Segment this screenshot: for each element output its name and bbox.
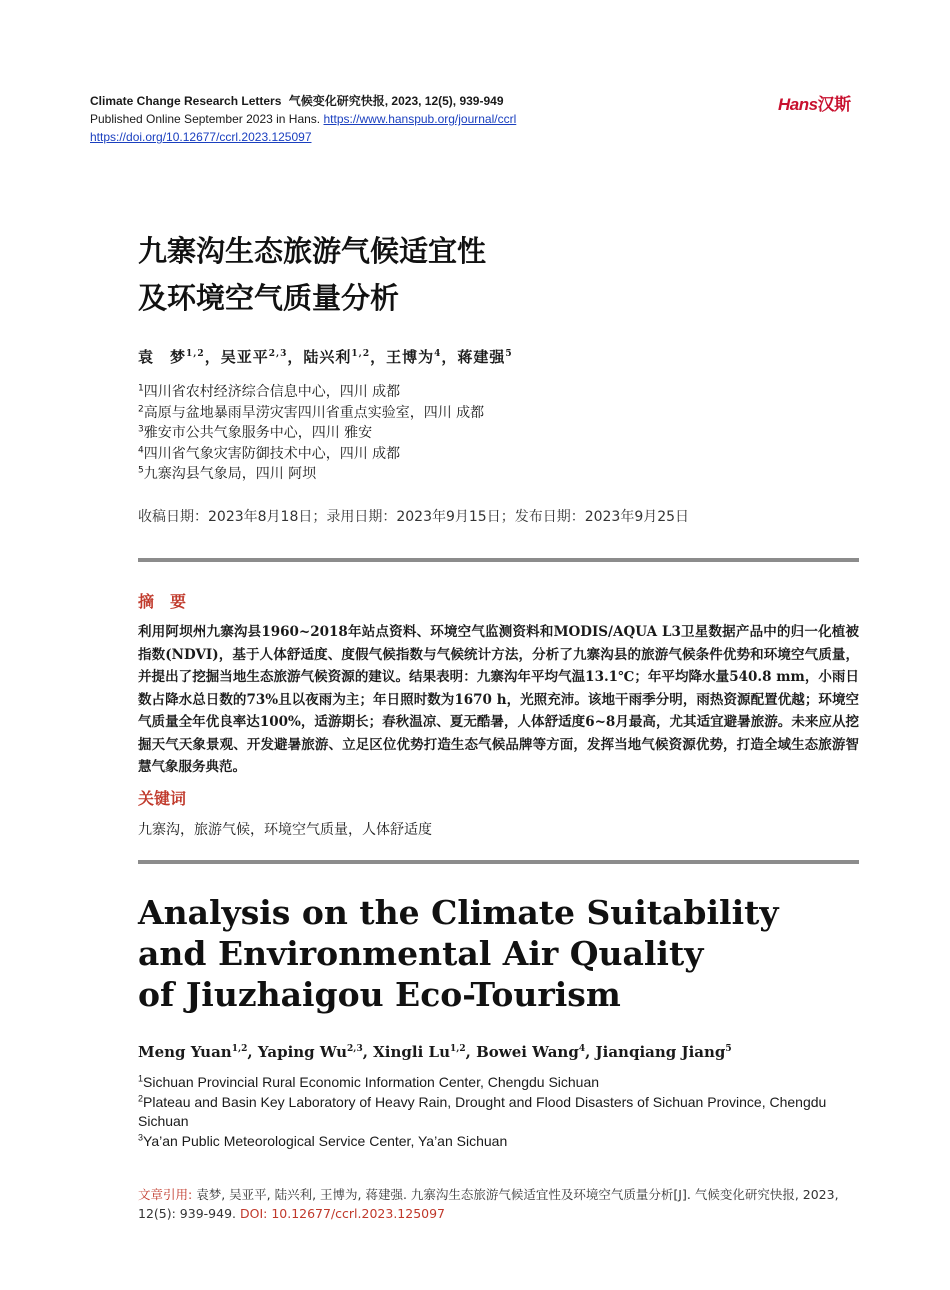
en-author-sep: , (585, 1043, 596, 1061)
journal-name: Climate Change Research Letters (90, 94, 282, 108)
hans-logo (778, 90, 851, 115)
affiliation-item (138, 1073, 859, 1093)
affiliation-item (138, 382, 400, 402)
en-author-sep: , (465, 1043, 477, 1061)
affiliation-item (138, 464, 316, 484)
en-author-sep: , (247, 1043, 258, 1061)
title-en-line3: of Jiuzhaigou Eco-Tourism (138, 975, 621, 1014)
published-line (90, 110, 516, 128)
en-author-sep: , (362, 1043, 374, 1061)
affiliation-item (138, 423, 372, 443)
affiliation-text: Ya’an Public Meteorological Service Center, Ya’an Sichuan (143, 1132, 508, 1149)
journal-line (90, 92, 516, 110)
title-en-line2: and Environmental Air Quality (138, 934, 704, 973)
en-author-name: Bowei Wang (476, 1043, 579, 1061)
affiliation-text: Sichuan Provincial Rural Economic Information Center, Chengdu Sichuan (143, 1074, 600, 1090)
affiliation-text: 九寨沟县气象局，四川 阿坝 (143, 466, 317, 482)
affiliation-num: 4 (138, 444, 144, 455)
en-author-name: Xingli Lu (373, 1043, 450, 1061)
cn-author-name: 王博为 (386, 348, 435, 366)
cn-author-sep: ， (287, 348, 304, 366)
affiliation-num: 2 (138, 1092, 144, 1103)
authors-cn (138, 346, 513, 367)
abstract-text: 利用阿坝州九寨沟县1960~2018年站点资料、环境空气监测资料和MODIS/AQUA L3卫星数据产品中的归一化植被指数(NDVI)，基于人体舒适度、度假气候指数与气候统计方法，分析了九寨沟县的旅游气候条件优势和环境空气质量，并提出了挖掘当地生态旅游气候资源的建议。结果表明：九寨沟年平均气温13.1℃；年平均降水量540.8 mm，小雨日数占降水总日数的73%且以夜雨为主；年日照时数为1670 h，光照充沛。该地干雨季分明，雨热资源配置优越；环境空气质量全年优良率达100%，适游期长；春秋温凉、夏无酷暑，人体舒适度6~8月最高，尤其适宜避暑旅游。未来应从挖掘天气天象景观、开发避暑旅游、立足区位优势打造生态气候品牌等方面，发挥当地气候资源优势，打造全域生态旅游智慧气象服务典范。 (138, 624, 859, 775)
affiliation-num: 3 (138, 1131, 144, 1142)
cn-author-sup: 2,3 (268, 349, 288, 359)
affiliation-num: 5 (138, 465, 144, 476)
en-author-sup: 1,2 (449, 1044, 466, 1054)
affiliation-text: Plateau and Basin Key Laboratory of Heavy Rain, Drought and Flood Disasters of Sichuan Province, Chengdu Sichuan (138, 1093, 827, 1129)
title-cn (138, 228, 486, 322)
affiliation-item (138, 403, 484, 423)
affiliation-num: 1 (138, 383, 144, 394)
en-author-sup: 1,2 (231, 1044, 248, 1054)
citation-doi[interactable]: DOI: 10.12677/ccrl.2023.125097 (239, 1206, 446, 1221)
affiliation-item (138, 1132, 859, 1152)
en-author-sup: 4 (578, 1044, 586, 1054)
published-text: Published Online September 2023 in Hans. (90, 112, 321, 126)
affiliation-item (138, 444, 400, 464)
cn-author-sup: 1,2 (351, 349, 371, 359)
authors-en (138, 1043, 732, 1061)
affiliation-num: 1 (138, 1073, 144, 1084)
affiliation-num: 3 (138, 424, 144, 435)
keywords-text: 九寨沟，旅游气候，环境空气质量，人体舒适度 (138, 822, 432, 838)
affiliation-text: 四川省气象灾害防御技术中心，四川 成都 (143, 445, 401, 462)
logo-latin: Hans (778, 95, 818, 114)
doi-link[interactable]: https://doi.org/10.12677/ccrl.2023.125097 (90, 130, 312, 144)
title-cn-line1: 九寨沟生态旅游气候适宜性 (138, 234, 487, 268)
en-author-name: Yaping Wu (257, 1043, 348, 1061)
cn-author-sup: 4 (434, 349, 442, 359)
cn-author-name: 袁 梦 (138, 348, 187, 366)
en-author-sup: 2,3 (347, 1044, 363, 1054)
affiliation-item (138, 1093, 859, 1132)
cn-author-sep: ， (441, 348, 458, 366)
citation-text: 袁梦, 吴亚平, 陆兴利, 王博为, 蒋建强. 九寨沟生态旅游气候适宜性及环境空气质量分析[J]. 气候变化研究快报, 2023, 12(5): 939-949. (138, 1187, 839, 1221)
affiliation-num: 2 (138, 403, 144, 414)
cn-author-sep: ， (204, 348, 221, 366)
en-author-name: Jianqiang Jiang (595, 1043, 726, 1061)
citation (138, 1185, 859, 1223)
en-author-sup: 5 (725, 1044, 732, 1054)
cn-author-name: 蒋建强 (457, 348, 506, 366)
title-cn-line2: 及环境空气质量分析 (138, 281, 400, 315)
logo-cn: 汉斯 (817, 95, 851, 114)
abstract-heading: 摘 要 (138, 592, 187, 611)
cn-author-sup: 1,2 (186, 349, 205, 359)
divider-top (138, 558, 859, 562)
affiliation-text: 雅安市公共气象服务中心，四川 雅安 (143, 425, 373, 441)
divider-bottom (138, 860, 859, 864)
cn-author-name: 吴亚平 (220, 348, 269, 366)
title-en (138, 892, 779, 1015)
cn-author-sep: ， (370, 348, 387, 366)
title-en-line1: Analysis on the Climate Suitability (138, 893, 779, 932)
keywords-heading: 关键词 (138, 789, 187, 808)
cn-author-name: 陆兴利 (303, 348, 352, 366)
citation-label: 文章引用: (138, 1187, 193, 1202)
en-author-name: Meng Yuan (138, 1043, 232, 1061)
affiliation-text: 高原与盆地暴雨旱涝灾害四川省重点实验室，四川 成都 (143, 404, 485, 421)
affiliation-text: 四川省农村经济综合信息中心，四川 成都 (143, 384, 401, 400)
dates: 收稿日期：2023年8月18日；录用日期：2023年9月15日；发布日期：2023年9月25日 (138, 509, 690, 525)
journal-header (90, 92, 516, 146)
cn-author-sup: 5 (505, 349, 513, 359)
journal-url-link[interactable]: https://www.hanspub.org/journal/ccrl (323, 112, 517, 126)
journal-cn-info: 气候变化研究快报, 2023, 12(5), 939-949 (288, 94, 504, 108)
